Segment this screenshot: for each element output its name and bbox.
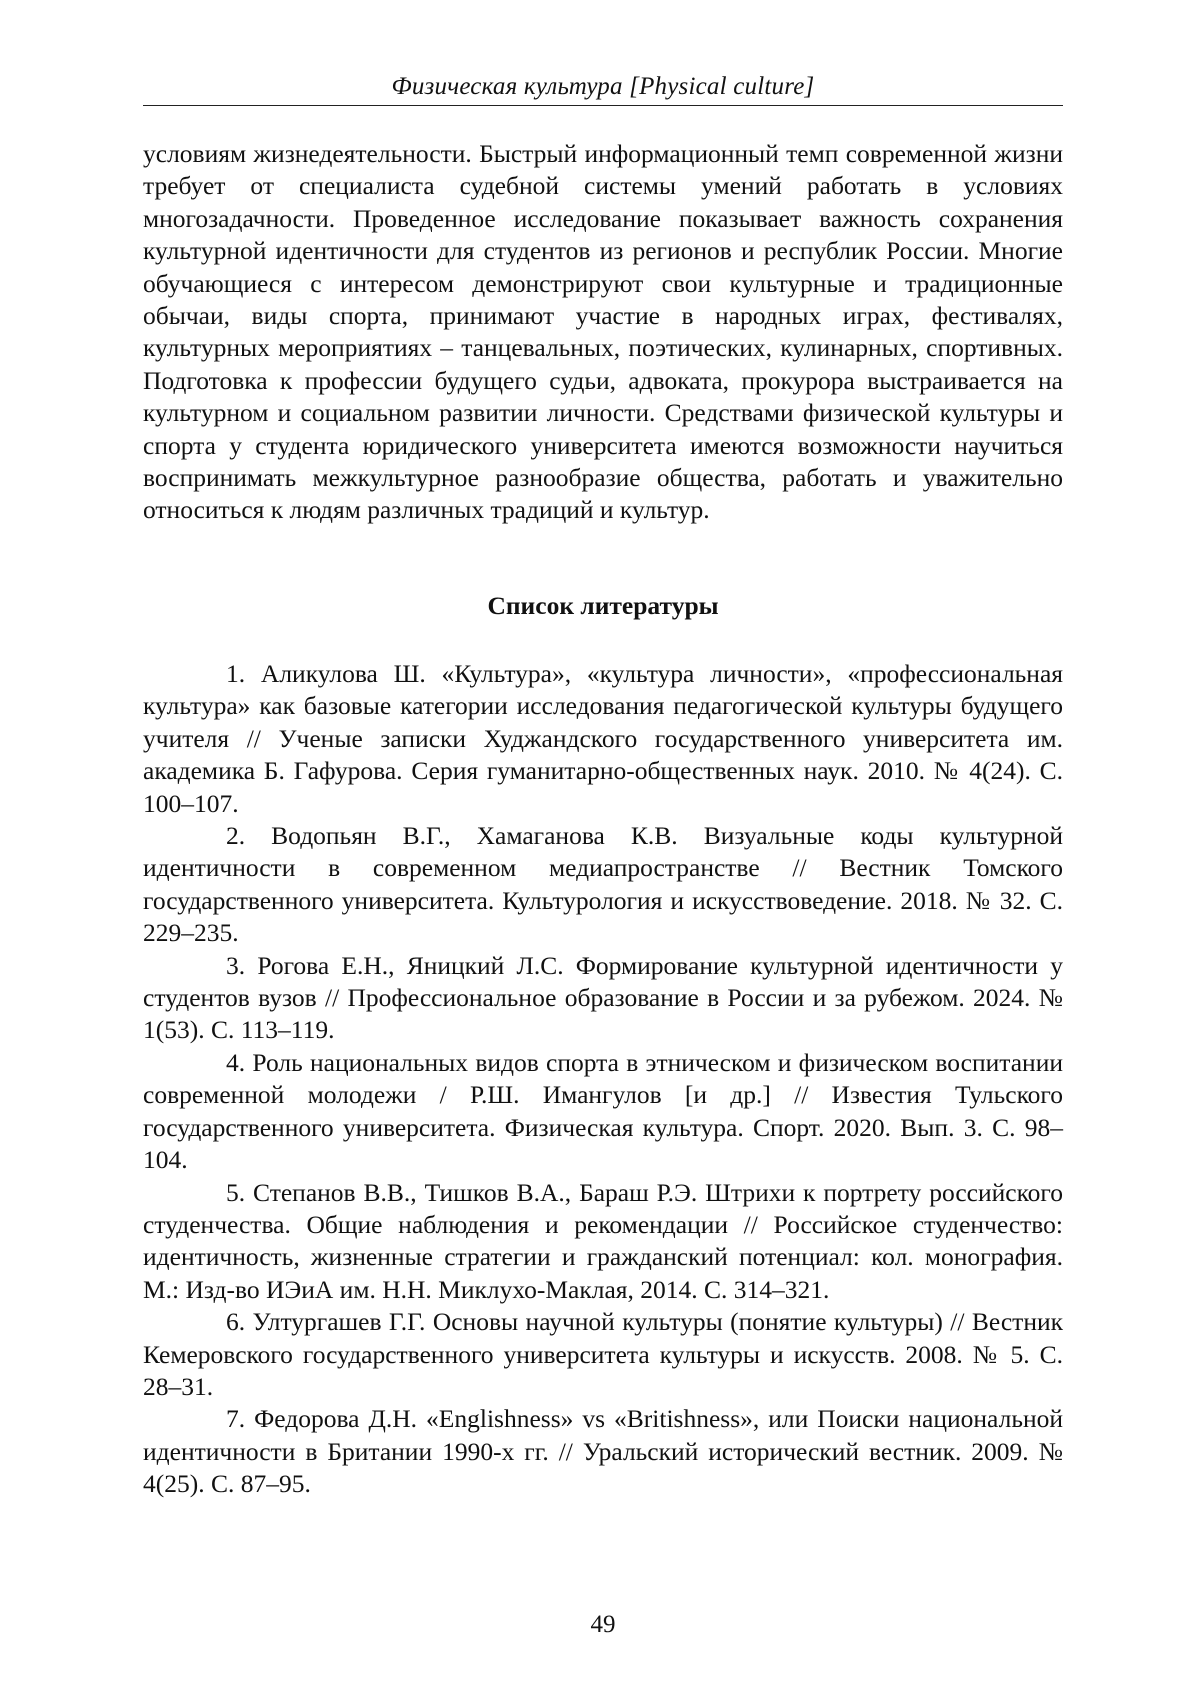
header-rule [143, 105, 1063, 106]
body-paragraph: условиям жизнедеятельности. Быстрый информационный темп современной жизни требует от специалиста судебной системы умений работать в условиях многозадачности. Проведенное исследование показывает важность сохранения культурной идентичности для студентов из регионов и республик России. Многие обучающиеся с интересом демонстрируют свои культурные и традиционные обычаи, виды спорта, принимают участие в народных играх, фестивалях, культурных мероприятиях – танцевальных, поэтических, кулинарных, спортивных. Подготовка к профессии будущего судьи, адвоката, прокурора выстраивается на культурном и социальном развитии личности. Средствами физической культуры и спорта у студента юридического университета имеются возможности научиться воспринимать межкультурное разнообразие общества, работать и уважительно относиться к людям различных традиций и культур. [143, 139, 1063, 525]
running-header: Физическая культура [Physical culture] [391, 73, 815, 100]
reference-item-7: 7. Федорова Д.Н. «Englishness» vs «Britishness», или Поиски национальной идентичности в Британии 1990-х гг. // Уральский исторический вестник. 2009. № 4(25). С. 87–95. [143, 1404, 1063, 1499]
reference-item-5: 5. Степанов В.В., Тишков В.А., Бараш Р.Э. Штрихи к портрету российского студенчества. Общие наблюдения и рекомендации // Российское студенчество: идентичность, жизненные стратегии и гражданский потенциал: кол. монография. М.: Изд-во ИЭиА им. Н.Н. Миклухо-Маклая, 2014. С. 314–321. [143, 1177, 1063, 1304]
reference-list [143, 658, 1063, 1501]
reference-item-4: 4. Роль национальных видов спорта в этническом и физическом воспитании современной молодежи / Р.Ш. Имангулов [и др.] // Известия Тульского государственного университета. Физическая культура. Спорт. 2020. Вып. 3. С. 98–104. [143, 1047, 1063, 1175]
reference-item-1: 1. Аликулова Ш. «Культура», «культура личности», «профессиональная культура» как базовые категории исследования педагогической культуры будущего учителя // Ученые записки Худжандского государственного университета им. академика Б. Гафурова. Серия гуманитарно-общественных наук. 2010. № 4(24). С. 100–107. [143, 659, 1063, 818]
references-heading: Список литературы [487, 591, 719, 620]
reference-item-3: 3. Рогова Е.Н., Яницкий Л.С. Формирование культурной идентичности у студентов вузов // Профессиональное образование в России и за рубежом. 2024. № 1(53). С. 113–119. [143, 950, 1063, 1045]
body-text [143, 138, 1063, 527]
page-number: 49 [590, 1611, 616, 1638]
reference-item-2: 2. Водопьян В.Г., Хамаганова К.В. Визуальные коды культурной идентичности в современном медиапространстве // Вестник Томского государственного университета. Культурология и искусствоведение. 2018. № 32. С. 229–235. [143, 821, 1063, 948]
page [143, 0, 1063, 1698]
reference-item-6: 6. Ултургашев Г.Г. Основы научной культуры (понятие культуры) // Вестник Кемеровского государственного университета культуры и искусств. 2008. № 5. С. 28–31. [143, 1307, 1063, 1401]
